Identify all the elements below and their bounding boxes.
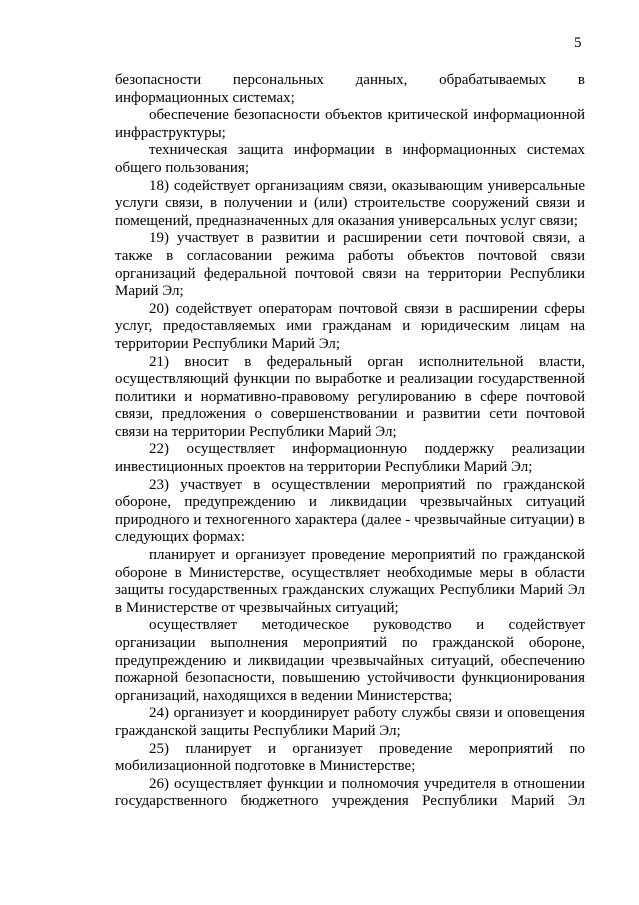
paragraph-item-23: 23) участвует в осуществлении мероприятий по гражданской обороне, предупреждению и ликвидации чрезвычайных ситуаций природного и техногенного характера (далее - чрезвычайные ситуации) в следующих формах: (115, 476, 585, 546)
paragraph-item-26: 26) осуществляет функции и полномочия учредителя в отношении государственного бюджетного учреждения Республики Марий Эл (115, 775, 585, 810)
paragraph-item-21: 21) вносит в федеральный орган исполнительной власти, осуществляющий функции по выработке и реализации государственной политики и нормативно-правовому регулированию в сфере почтовой связи, предложения о совершенствовании и развитии сети почтовой связи на территории Республики Марий Эл; (115, 353, 585, 440)
paragraph-item-24: 24) организует и координирует работу службы связи и оповещения гражданской защиты Республики Марий Эл; (115, 705, 585, 739)
paragraph-item-23-form-1: планирует и организует проведение мероприятий по гражданской обороне в Министерстве, осуществляет необходимые меры в области защиты государственных гражданских служащих Республики Марий Эл в Министерстве от чрезвычайных ситуаций; (115, 547, 585, 616)
paragraph-item-18: 18) содействует организациям связи, оказывающим универсальные услуги связи, в получении и (или) строительстве сооружений связи и помещений, предназначенных для оказания универсальных услуг связи; (115, 177, 585, 229)
paragraph-item-19: 19) участвует в развитии и расширении сети почтовой связи, а также в согласовании режима работы объектов почтовой связи организаций федеральной почтовой связи на территории Республики Марий Эл; (115, 230, 585, 300)
paragraph-item-23-form-2: осуществляет методическое руководство и содействует организации выполнения мероприятий по гражданской обороне, предупреждению и ликвидации чрезвычайных ситуаций, обеспечению пожарной безопасности, повышению устойчивости функционирования организаций, находящихся в ведении Министерства; (115, 617, 585, 704)
paragraph-item-22: 22) осуществляет информационную поддержку реализации инвестиционных проектов на территории Республики Марий Эл; (115, 441, 585, 476)
paragraph-item-25: 25) планирует и организует проведение мероприятий по мобилизационной подготовке в Министерстве; (115, 740, 585, 775)
document-body (115, 72, 585, 811)
paragraph-3: техническая защита информации в информационных системах общего пользования; (115, 142, 585, 176)
paragraph-item-20: 20) содействует операторам почтовой связи в расширении сферы услуг, предоставляемых ими гражданам и юридическим лицам на территории Республики Марий Эл; (115, 300, 585, 352)
paragraph-1: безопасности персональных данных, обрабатываемых в информационных системах; (115, 72, 585, 106)
paragraph-2: обеспечение безопасности объектов критической информационной инфраструктуры; (115, 107, 585, 141)
page-number: 5 (574, 35, 582, 51)
